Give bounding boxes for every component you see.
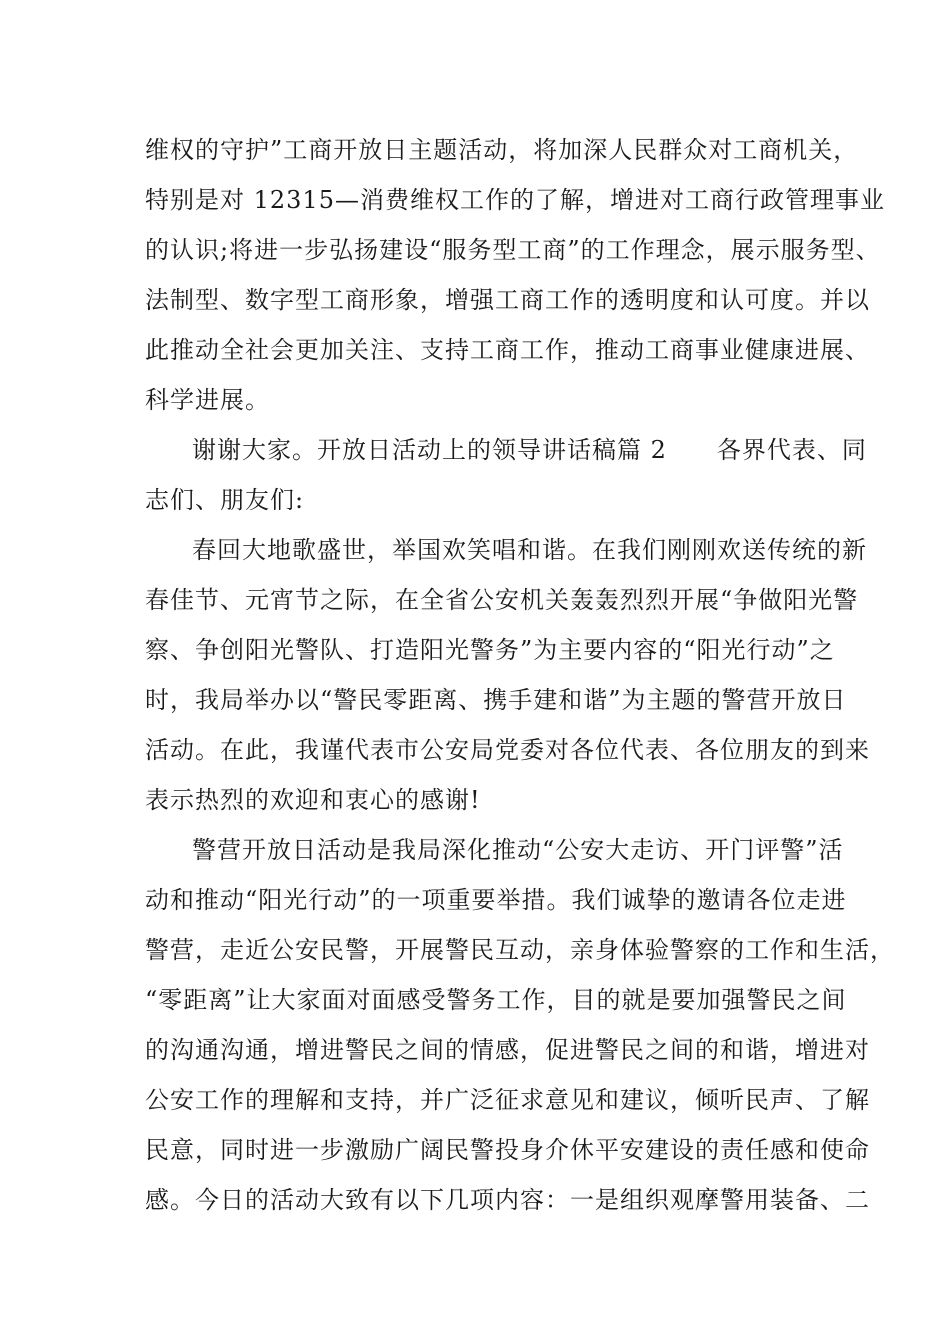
text-line: 科学进展。 [145,386,270,414]
text-line: 活动。在此，我谨代表市公安局党委对各位代表、各位朋友的到来 [145,736,870,764]
text-line: 的沟通沟通，增进警民之间的情感，促进警民之间的和谐，增进对 [145,1036,870,1064]
text-line: 的认识;将进一步弘扬建设“服务型工商”的工作理念，展示服务型、 [145,236,881,264]
text-line: 警营，走近公安民警，开展警民互动，亲身体验警察的工作和生活， [145,936,895,964]
text-line: 志们、朋友们: [145,486,305,514]
text-line: 时，我局举办以“警民零距离、携手建和谐”为主题的警营开放日 [145,686,847,714]
text-line: 春佳节、元宵节之际，在全省公安机关轰轰烈烈开展“争做阳光警 [145,586,859,614]
paragraph-first-line: 春回大地歌盛世，举国欢笑唱和谐。在我们刚刚欢送传统的新 [192,536,867,564]
text-line: 公安工作的理解和支持，并广泛征求意见和建议，倾听民声、了解 [145,1086,870,1114]
paragraph-first-line: 谢谢大家。开放日活动上的领导讲话稿篇 2 各界代表、同 [192,436,867,464]
text-line: 特别是对 12315—消费维权工作的了解，增进对工商行政管理事业 [145,186,885,214]
text-line: 维权的守护”工商开放日主题活动，将加深人民群众对工商机关， [145,136,859,164]
text-line: 此推动全社会更加关注、支持工商工作，推动工商事业健康进展、 [145,336,870,364]
text-line: 表示热烈的欢迎和衷心的感谢! [145,786,481,814]
text-line: 察、争创阳光警队、打造阳光警务”为主要内容的“阳光行动”之 [145,636,835,664]
text-line: 民意，同时进一步激励广阔民警投身介休平安建设的责任感和使命 [145,1136,870,1164]
text-line: 法制型、数字型工商形象，增强工商工作的透明度和认可度。并以 [145,286,870,314]
paragraph-first-line: 警营开放日活动是我局深化推动“公安大走访、开门评警”活 [192,836,844,864]
text-line: 感。今日的活动大致有以下几项内容：一是组织观摩警用装备、二 [145,1186,870,1214]
text-line: “零距离”让大家面对面感受警务工作，目的就是要加强警民之间 [145,986,847,1014]
text-line: 动和推动“阳光行动”的一项重要举措。我们诚挚的邀请各位走进 [145,886,847,914]
